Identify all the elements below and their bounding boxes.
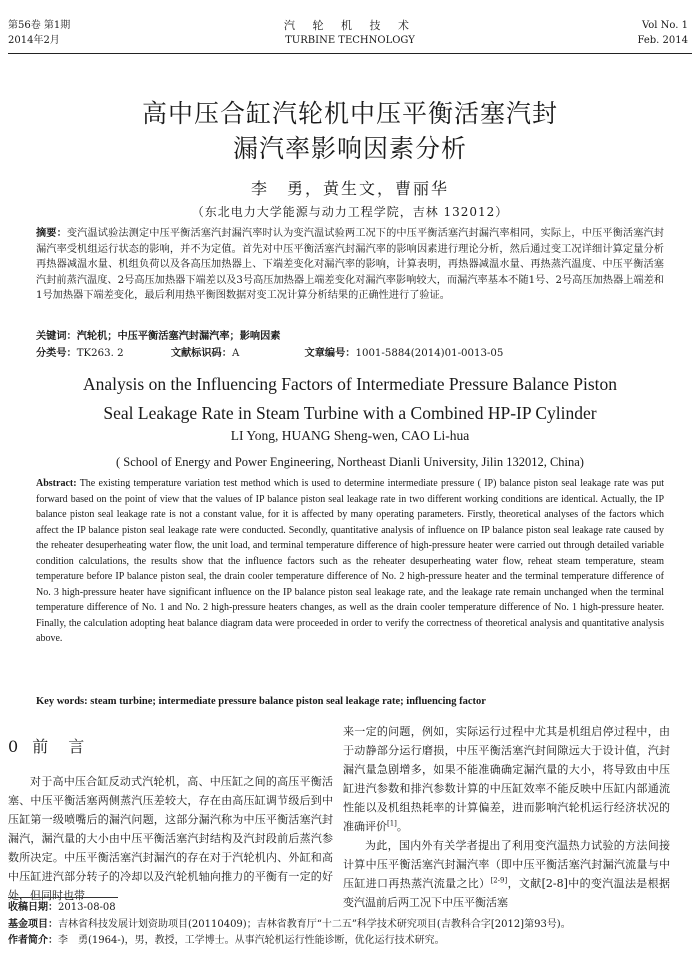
citation-ref: [1] bbox=[387, 819, 397, 828]
abstract-cn-label: 摘要： bbox=[36, 227, 67, 239]
section-number: 0 bbox=[8, 737, 21, 756]
header-date-en: Feb. 2014 bbox=[637, 35, 688, 46]
clc-value: TK263. 2 bbox=[76, 348, 124, 359]
authors-en: LI Yong, HUANG Sheng-wen, CAO Li-hua bbox=[230, 428, 470, 443]
header-volume-en: Vol No. 1 bbox=[641, 20, 688, 31]
classification-line bbox=[36, 346, 664, 361]
header-center bbox=[0, 18, 700, 48]
body-right-column bbox=[343, 722, 670, 912]
title-cn-line1: 高中压合缸汽轮机中压平衡活塞汽封 bbox=[141, 99, 558, 128]
section-heading bbox=[8, 732, 333, 762]
footnote-author bbox=[8, 933, 692, 950]
keywords-en bbox=[36, 694, 664, 709]
authors-cn: 李 勇，黄生文，曹丽华 bbox=[250, 179, 449, 198]
received-label: 收稿日期： bbox=[8, 902, 58, 913]
body-right-text2: 为此，国内外有关学者提出了利用变汽温热力试验的方法间接计算中压平衡活塞汽封漏汽率（即中压平衡活塞汽封漏汽流量与中压缸进口再热蒸汽流量之比） bbox=[343, 839, 670, 890]
title-cn-line2: 漏汽率影响因素分析 bbox=[232, 134, 467, 163]
abstract-en-label: Abstract: bbox=[36, 478, 77, 489]
keywords-cn bbox=[36, 329, 664, 344]
title-en bbox=[0, 370, 700, 428]
doc-value: A bbox=[231, 348, 240, 359]
footnote bbox=[8, 900, 692, 950]
keywords-en-text: steam turbine; intermediate pressure balance piston seal leakage rate; influencing factor bbox=[90, 696, 486, 707]
author-label: 作者简介： bbox=[8, 935, 58, 946]
affiliation-cn: （东北电力大学能源与动力工程学院，吉林 132012） bbox=[191, 205, 509, 219]
keywords-cn-label: 关键词： bbox=[36, 330, 77, 342]
abstract-en bbox=[36, 476, 664, 647]
fund-label: 基金项目： bbox=[8, 918, 58, 930]
keywords-cn-text: 汽轮机；中压平衡活塞汽封漏汽率；影响因素 bbox=[76, 330, 281, 342]
clc-label: 分类号： bbox=[36, 347, 77, 359]
section-title: 前 言 bbox=[32, 737, 87, 756]
keywords-en-label: Key words: bbox=[36, 696, 88, 707]
header-right bbox=[637, 18, 688, 48]
body-paragraph-cont bbox=[343, 722, 670, 836]
running-header bbox=[0, 18, 700, 48]
abstract-en-text: The existing temperature variation test method which is used to determine intermediate pressure ( IP) balance piston seal leakage rate was put forward based on the point of view that the values of IP balance piston seal leakage rate in two different working conditions are identical. Actually, the IP balance piston seal leakage rate is not a constant value, for it is affected by many operating parameters. Firstly, theoretical analyses of the factors which affect the IP balance piston seal leakage rate were conducted. Secondly, quantitative analysis of influence on IP balance piston seal leakage rate caused by the reheater desuperheating water flow, the unit load, and terminal temperature difference of high-pressure heater were carried out through detailed variable condition calculations, the results show that the influence factors such as the reheater desuperheating water flow, reheat steam temperature, steam temperature before IP balance piston seal, the drain cooler temperature difference of No. 2 high-pressure heater and the terminal temperature difference of No. 3 high-pressure heater have significant influence on the IP balance piston seal leakage rate, and the leakage rate remain unchanged when the terminal temperature difference of No. 1 and No. 2 high-pressure heaters changes, as well as the drain cooler temperature difference of No. 1 high-pressure heater. Finally, the calculation adopting heat balance diagram data were proceeded in order to verify the correctness of theoretical analysis and quantitative analysis above. bbox=[36, 478, 664, 644]
author-value: 李 勇(1964-)，男，教授，工学博士。从事汽轮机运行性能诊断，优化运行技术研究。 bbox=[58, 935, 445, 946]
abstract-cn bbox=[36, 226, 664, 304]
body-right-text2-end: ，文献[2-8]中的变汽温法是根据变汽温前后两工况下中压平衡活塞 bbox=[343, 877, 670, 909]
doc-label: 文献标识码： bbox=[170, 347, 232, 359]
footnote-rule bbox=[8, 897, 118, 898]
footnote-fund bbox=[8, 917, 692, 934]
journal-name-en: TURBINE TECHNOLOGY bbox=[285, 35, 415, 46]
body-right-text1: 来一定的问题，例如，实际运行过程中尤其是机组启停过程中，由于动静部分运行磨损，中压平衡活塞汽封间隙远大于设计值，汽封漏汽量急剧增多，如果不能准确确定漏汽量的大小，将导致由中压缸进汽参数和排汽参数计算的中压缸效率不能反映中压缸内部通流性能以及机组热耗率的计算偏差，进而影响汽轮机运行经济状况的准确评价 bbox=[343, 725, 670, 833]
title-cn bbox=[0, 96, 700, 166]
citation-ref: [2-9] bbox=[490, 876, 508, 885]
received-value: 2013-08-08 bbox=[58, 902, 116, 913]
fund-value: 吉林省科技发展计划资助项目(20110409)；吉林省教育厅“十二五”科学技术研究项目(吉教科合字[2012]第93号)。 bbox=[58, 918, 571, 930]
article-label: 文章编号： bbox=[304, 347, 356, 359]
header-date-cn: 2014年2月 bbox=[8, 35, 60, 46]
header-volume-cn: 第56卷 第1期 bbox=[8, 20, 71, 31]
journal-name-cn: 汽 轮 机 技 术 bbox=[284, 19, 416, 32]
affiliation-en: ( School of Energy and Power Engineering, Northeast Dianli University, Jilin 132012, China) bbox=[116, 455, 584, 469]
header-rule bbox=[8, 53, 692, 54]
body-right-text1-end: 。 bbox=[396, 820, 408, 833]
body-paragraph: 对于高中压合缸反动式汽轮机，高、中压缸之间的高压平衡活塞、中压平衡活塞两侧蒸汽压差较大，存在由高压缸调节级后到中压缸第一级喷嘴后的漏汽问题，这部分漏汽称为中压平衡活塞汽封漏汽，漏汽量的大小由中压平衡活塞汽封结构及汽封段前后蒸汽参数所决定。中压平衡活塞汽封漏汽的存在对于汽轮机内、外缸和高中压缸进汽部分转子的冷却以及汽轮机轴向推力的平衡有一定的好处，但同时也带 bbox=[8, 775, 333, 902]
footnote-received bbox=[8, 900, 692, 917]
title-en-line2: Seal Leakage Rate in Steam Turbine with a Combined HP-IP Cylinder bbox=[103, 403, 597, 423]
title-en-line1: Analysis on the Influencing Factors of Intermediate Pressure Balance Piston bbox=[82, 374, 618, 394]
article-value: 1001-5884(2014)01-0013-05 bbox=[355, 348, 504, 359]
abstract-cn-text: 变汽温试验法测定中压平衡活塞汽封漏汽率时认为变汽温试验两工况下的中压平衡活塞汽封漏汽率相同，实际上，中压平衡活塞汽封漏汽率受机组运行状态的影响，并不为定值。首先对中压平衡活塞汽封漏汽率的影响因素进行理论分析，然后通过变工况详细计算定量分析再热器减温水量、机组负荷以及各高压加热器上、下端差变化对漏汽率的影响，计算表明，再热器减温水量、再热蒸汽温度、中压平衡活塞汽封前蒸汽温度、2号高压加热器下端差以及3号高压加热器上端差变化对漏汽率影响较大，而漏汽率基本不随1号、2号高压加热器上端差和1号加热器下端差变化，最后利用热平衡图数据对变工况计算分析结果的正确性进行了验证。 bbox=[36, 228, 664, 302]
body-left-column bbox=[8, 722, 333, 905]
